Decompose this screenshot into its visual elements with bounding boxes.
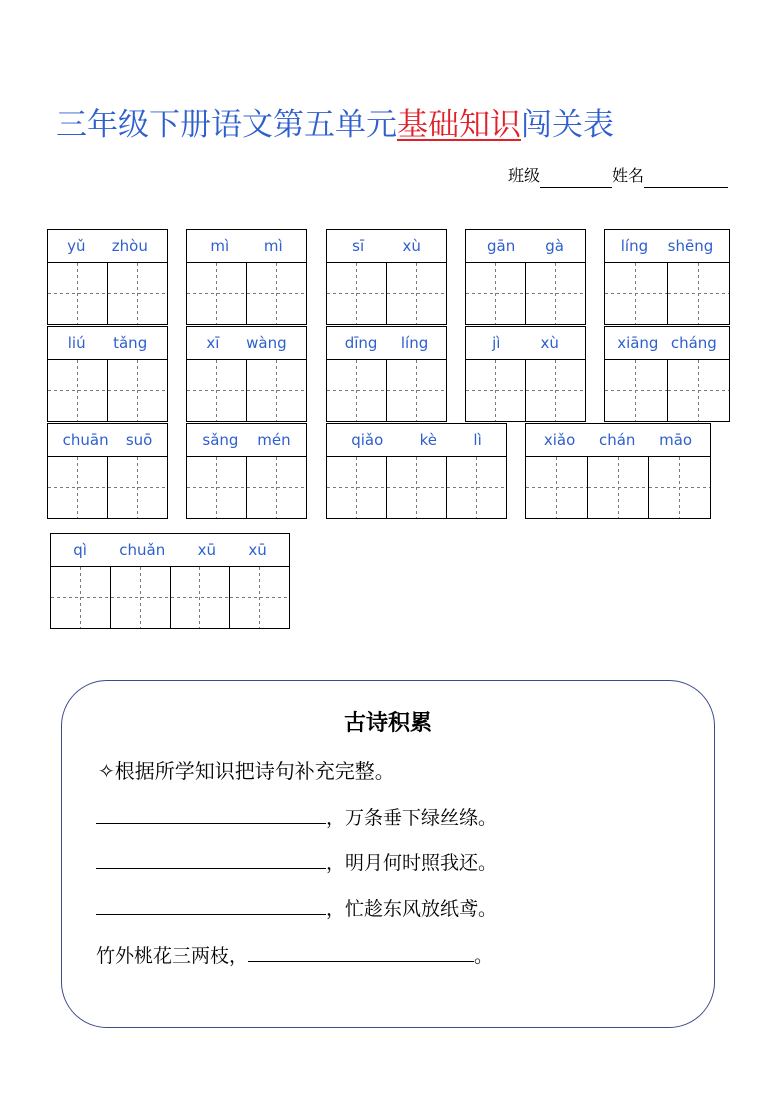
writing-cell[interactable] [327, 457, 387, 518]
pinyin-syllable: mén [257, 431, 291, 449]
writing-cell[interactable] [668, 263, 730, 324]
name-blank[interactable] [644, 169, 728, 188]
instruction-text: 根据所学知识把诗句补充完整。 [114, 759, 395, 783]
answer-blank[interactable] [96, 801, 326, 824]
writing-cell[interactable] [327, 263, 387, 324]
pinyin-syllable: xū [197, 541, 216, 559]
writing-cell[interactable] [605, 360, 668, 421]
pinyin-row [187, 230, 306, 263]
writing-cell[interactable] [668, 360, 730, 421]
pinyin-syllable: jì [492, 334, 501, 352]
pinyin-syllable: qiǎo [351, 431, 384, 449]
writing-cell[interactable] [387, 263, 446, 324]
name-label: 姓名 [612, 166, 645, 185]
pinyin-row [327, 327, 446, 360]
word-box [47, 229, 168, 325]
word-box [525, 423, 711, 519]
writing-cell[interactable] [247, 360, 306, 421]
poem-line-text: ，忙趁东风放纸鸢。 [326, 898, 498, 920]
pinyin-syllable: zhòu [111, 237, 148, 255]
pinyin-syllable: gà [545, 237, 564, 255]
word-box [47, 326, 168, 422]
writing-cell[interactable] [588, 457, 650, 518]
class-label: 班级 [508, 166, 541, 185]
word-box [326, 229, 447, 325]
writing-cell[interactable] [466, 263, 526, 324]
word-box [604, 229, 730, 325]
writing-cell[interactable] [526, 360, 585, 421]
pinyin-row [605, 230, 729, 263]
poem-instruction [98, 755, 395, 787]
writing-cell[interactable] [187, 263, 247, 324]
poem-line-end: 。 [474, 945, 494, 967]
pinyin-syllable: kè [419, 431, 438, 449]
sparkle-icon: ✧ [98, 759, 115, 783]
class-blank[interactable] [540, 169, 612, 188]
writing-cell[interactable] [230, 567, 289, 628]
pinyin-syllable: chuān [62, 431, 109, 449]
pinyin-row [327, 230, 446, 263]
pinyin-row [48, 230, 167, 263]
writing-cell[interactable] [526, 457, 588, 518]
pinyin-row [187, 424, 306, 457]
word-box [465, 229, 586, 325]
pinyin-syllable: sǎng [202, 431, 239, 449]
pinyin-syllable: xù [402, 237, 421, 255]
poem-line [96, 892, 497, 924]
word-box [604, 326, 730, 422]
poem-line [96, 801, 497, 833]
page-title [56, 103, 736, 147]
pinyin-syllable: tǎng [113, 334, 148, 352]
word-box [465, 326, 586, 422]
pinyin-syllable: dīng [344, 334, 378, 352]
pinyin-row [605, 327, 729, 360]
poem-line [96, 846, 497, 878]
pinyin-syllable: chuǎn [119, 541, 166, 559]
title-part-1: 三年级下册语文第五单元 [56, 107, 397, 143]
pinyin-syllable: xù [540, 334, 559, 352]
pinyin-syllable: māo [659, 431, 693, 449]
pinyin-syllable: xī [206, 334, 220, 352]
writing-cell[interactable] [187, 457, 247, 518]
pinyin-syllable: xiǎo [543, 431, 576, 449]
pinyin-row [51, 534, 289, 567]
poem-line-text: ，明月何时照我还。 [326, 852, 498, 874]
pinyin-syllable: líng [400, 334, 429, 352]
word-box [326, 423, 507, 519]
pinyin-syllable: xū [248, 541, 267, 559]
pinyin-syllable: liú [67, 334, 86, 352]
writing-cell[interactable] [108, 457, 167, 518]
pinyin-syllable: xiāng [617, 334, 659, 352]
writing-cell[interactable] [108, 360, 167, 421]
student-info [508, 164, 728, 188]
writing-cell[interactable] [327, 360, 387, 421]
poem-card [61, 680, 715, 1028]
pinyin-syllable: yǔ [67, 237, 86, 255]
writing-cell[interactable] [187, 360, 247, 421]
pinyin-syllable: wàng [246, 334, 287, 352]
answer-blank[interactable] [96, 892, 326, 915]
word-box [186, 326, 307, 422]
word-box [186, 423, 307, 519]
title-highlight: 基础知识 [397, 107, 521, 143]
writing-cell[interactable] [247, 263, 306, 324]
word-box [47, 423, 168, 519]
answer-blank[interactable] [96, 846, 326, 869]
pinyin-syllable: qì [73, 541, 87, 559]
pinyin-syllable: líng [620, 237, 649, 255]
writing-cell[interactable] [48, 457, 108, 518]
answer-blank[interactable] [248, 939, 474, 962]
title-part-2: 闯关表 [521, 107, 614, 143]
pinyin-syllable: mì [210, 237, 230, 255]
word-box [326, 326, 447, 422]
poem-line-text: 竹外桃花三两枝， [96, 945, 249, 967]
pinyin-row [48, 424, 167, 457]
writing-cell[interactable] [447, 457, 506, 518]
word-box [50, 533, 290, 629]
pinyin-syllable: chán [598, 431, 636, 449]
writing-cell[interactable] [48, 263, 108, 324]
pinyin-syllable: suō [125, 431, 153, 449]
pinyin-syllable: gān [487, 237, 516, 255]
pinyin-row [526, 424, 710, 457]
pinyin-row [466, 327, 585, 360]
writing-cell[interactable] [51, 567, 111, 628]
pinyin-row [187, 327, 306, 360]
writing-cell[interactable] [387, 457, 447, 518]
writing-cell[interactable] [171, 567, 231, 628]
poem-section-title: 古诗积累 [343, 710, 432, 736]
writing-cell[interactable] [111, 567, 171, 628]
writing-cell[interactable] [526, 263, 585, 324]
pinyin-syllable: sī [352, 237, 365, 255]
writing-cell[interactable] [48, 360, 108, 421]
pinyin-row [48, 327, 167, 360]
pinyin-syllable: lì [473, 431, 482, 449]
writing-cell[interactable] [108, 263, 167, 324]
word-box [186, 229, 307, 325]
writing-cell[interactable] [605, 263, 668, 324]
writing-cell[interactable] [466, 360, 526, 421]
poem-line [96, 939, 493, 971]
writing-cell[interactable] [649, 457, 710, 518]
writing-cell[interactable] [387, 360, 446, 421]
pinyin-row [466, 230, 585, 263]
pinyin-syllable: cháng [670, 334, 717, 352]
pinyin-syllable: mì [263, 237, 283, 255]
poem-line-text: ，万条垂下绿丝绦。 [326, 807, 498, 829]
pinyin-row [327, 424, 506, 457]
writing-cell[interactable] [247, 457, 306, 518]
pinyin-syllable: shēng [667, 237, 714, 255]
